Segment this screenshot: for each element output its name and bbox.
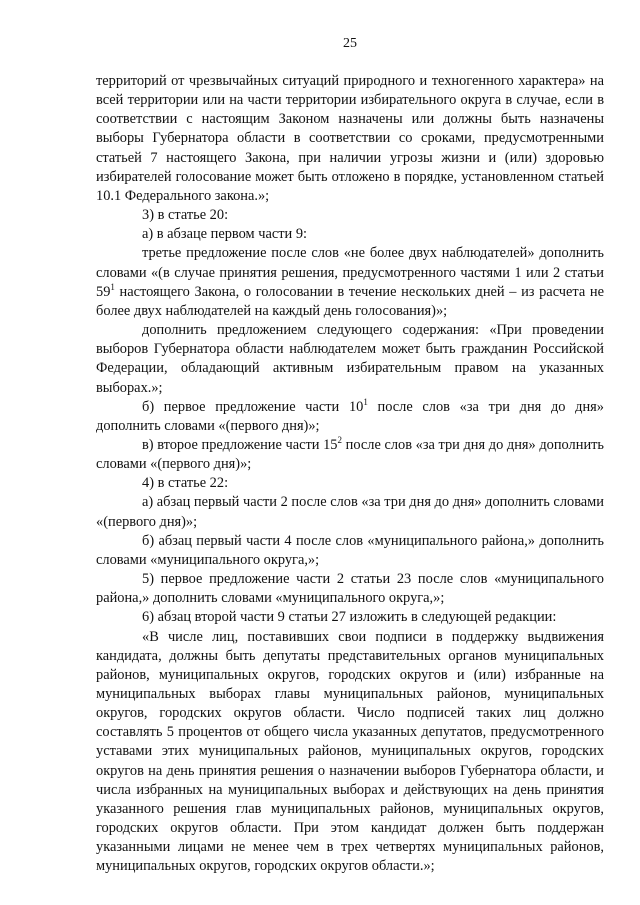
- document-body: [96, 72, 604, 877]
- paragraph-p12: [96, 608, 604, 627]
- paragraph-text: 3) в статье 20:: [142, 207, 229, 224]
- paragraph-p3: [96, 225, 604, 244]
- paragraph-p2: [96, 206, 604, 225]
- paragraph-text: «В числе лиц, поставивших свои подписи в поддержку выдвижения кандидата, должны быть депутаты представительных органов муниципальных районов, муниципальных округов, городских округов и (или) избранные на муниципальных выборах главы муниципальных районов, муниципальных округов, городских округов области. Число подписей таких лиц должно составлять 5 процентов от общего числа указанных депутатов, предусмотренного уставами этих муниципальных районов, муниципальных округов, городских округов на день принятия решения о назначении выборов Губернатора области, и числа избранных на муниципальных выборах и действующих на день принятия указанного решения глав муниципальных районов, муниципальных округов, городских округов области. При этом кандидат должен быть поддержан указанными лицами не менее чем в трех четвертях муниципальных районов, муниципальных округов, городских округов области.»;: [96, 628, 604, 875]
- paragraph-text: территорий от чрезвычайных ситуаций природного и техногенного характера» на всей территории или на части территории избирательного округа в случае, если в соответствии с настоящим Законом назначены или должны быть назначены выборы Губернатора области в соответствии со сроками, предусмотренными статьей 7 настоящего Закона, при наличии угрозы жизни и (или) здоровью избирателей голосование может быть отложено в порядке, установленном статьей 10.1 Федерального закона.»;: [96, 73, 604, 204]
- paragraph-text: после слов «за три дня до дня» дополнить словами «(первого дня)»;: [96, 398, 604, 434]
- superscript-index: 1: [363, 396, 368, 407]
- paragraph-text: настоящего Закона, о голосовании в течение нескольких дней – из расчета не более двух наблюдателей на каждый день голосования)»;: [96, 283, 604, 319]
- paragraph-p5: [96, 321, 604, 398]
- paragraph-text: в) второе предложение части 15: [142, 436, 338, 453]
- paragraph-p7: [96, 436, 604, 474]
- paragraph-p6: [96, 398, 604, 436]
- paragraph-text: 4) в статье 22:: [142, 475, 229, 492]
- paragraph-p1: [96, 72, 604, 206]
- paragraph-text: б) абзац первый части 4 после слов «муниципального района,» дополнить словами «муниципального округа,»;: [96, 532, 604, 568]
- page-number: 25: [343, 36, 357, 51]
- paragraph-text: а) абзац первый части 2 после слов «за три дня до дня» дополнить словами «(первого дня)»;: [96, 494, 604, 530]
- paragraph-p11: [96, 570, 604, 608]
- paragraph-p13: [96, 628, 604, 877]
- paragraph-text: третье предложение после слов «не более двух наблюдателей» дополнить словами «(в случае принятия решения, предусмотренного частями 1 или 2 статьи 59: [96, 245, 604, 300]
- superscript-index: 2: [337, 435, 342, 446]
- paragraph-p4: [96, 244, 604, 321]
- paragraph-text: а) в абзаце первом части 9:: [142, 226, 308, 243]
- paragraph-p9: [96, 493, 604, 531]
- paragraph-p8: [96, 474, 604, 493]
- paragraph-text: 6) абзац второй части 9 статьи 27 изложить в следующей редакции:: [142, 609, 557, 626]
- superscript-index: 1: [110, 281, 115, 292]
- paragraph-p10: [96, 532, 604, 570]
- paragraph-text: б) первое предложение части 10: [142, 398, 364, 415]
- paragraph-text: 5) первое предложение части 2 статьи 23 после слов «муниципального района,» дополнить словами «муниципального округа,»;: [96, 571, 604, 607]
- paragraph-text: дополнить предложением следующего содержания: «При проведении выборов Губернатора области наблюдателем может быть гражданин Российской Федерации, обладающий активным избирательным правом на указанных выборах.»;: [96, 322, 604, 396]
- paragraph-text: после слов «за три дня до дня» дополнить словами «(первого дня)»;: [96, 436, 604, 473]
